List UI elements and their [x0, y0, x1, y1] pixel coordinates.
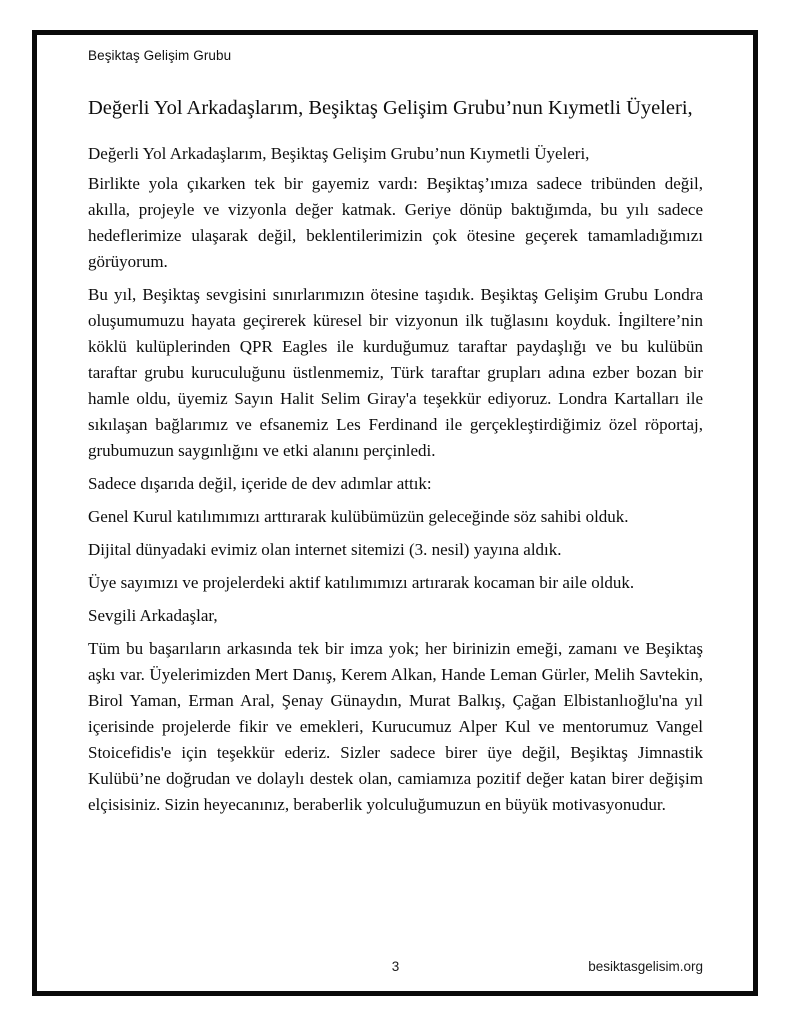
page-content [37, 35, 753, 991]
page-border-frame [32, 30, 758, 996]
document-header-brand: Beşiktaş Gelişim Grubu [88, 48, 232, 63]
letter-paragraph: Genel Kurul katılımımızı arttırarak kulübümüzün geleceğinde söz sahibi olduk. [88, 506, 629, 526]
letter-paragraph: Tüm bu başarıların arkasında tek bir imza yok; her birinizin emeği, zamanı ve Beşiktaş aşkı var. Üyelerimizden Mert Danış, Kerem Alkan, Hande Leman Gürler, Melih Savtekin, Birol Yaman, Erman Aral, Şenay Günaydın, Murat Balkış, Çağan Elbistanlıoğlu'na yıl içerisinde projelerde fikir ve emekleri, Kurucumuz Alper Kul ve mentorumuz Vangel Stoicefidis'e için teşekkür ederiz. Sizler sadece birer üye değil, Beşiktaş Jimnastik Kulübü’ne doğrudan ve dolaylı destek olan, camiamıza pozitif değer katan birer değişim elçisisiniz. Sizin heyecanınız, beraberlik yolculuğumuzun en büyük motivasyonudur. [88, 638, 703, 814]
letter-title: Değerli Yol Arkadaşlarım, Beşiktaş Gelişim Grubu’nun Kıymetli Üyeleri, [88, 97, 693, 119]
page-footer [88, 959, 703, 974]
letter-paragraph: Dijital dünyadaki evimiz olan internet sitemizi (3. nesil) yayına aldık. [88, 539, 562, 559]
page-number: 3 [391, 959, 400, 974]
letter-body [88, 171, 703, 818]
letter-paragraph: Sadece dışarıda değil, içeride de dev adımlar attık: [88, 473, 432, 493]
letter-paragraph: Üye sayımızı ve projelerdeki aktif katılımımızı artırarak kocaman bir aile olduk. [88, 572, 635, 592]
letter-salutation: Değerli Yol Arkadaşlarım, Beşiktaş Gelişim Grubu’nun Kıymetli Üyeleri, [88, 143, 590, 163]
letter-paragraph: Sevgili Arkadaşlar, [88, 605, 218, 625]
website-url: besiktasgelisim.org [588, 959, 703, 974]
letter-paragraph: Bu yıl, Beşiktaş sevgisini sınırlarımızın ötesine taşıdık. Beşiktaş Gelişim Grubu Londra oluşumumuzu hayata geçirerek küresel bir vizyonun ilk tuğlasını koyduk. İngiltere’nin köklü kulüplerinden QPR Eagles ile kurduğumuz taraftar paydaşlığı ve bu kulübün taraftar grubu kuruculuğunu üstlenmemiz, Türk taraftar grupları adına ezber bozan bir hamle oldu, üyemiz Sayın Halit Selim Giray'a teşekkür ediyoruz. Londra Kartalları ile sıkılaşan bağlarımız ve efsanemiz Les Ferdinand ile gerçekleştirdiğimiz özel röportaj, grubumuzun saygınlığını ve etki alanını perçinledi. [88, 284, 703, 460]
letter-paragraph: Birlikte yola çıkarken tek bir gayemiz vardı: Beşiktaş’ımıza sadece tribünden değil, akılla, projeyle ve vizyonla değer katmak. Geriye dönüp baktığımda, bu yılı sadece hedeflerimize ulaşarak değil, beklentilerimizin çok ötesine geçerek tamamladığımızı görüyorum. [88, 173, 703, 271]
